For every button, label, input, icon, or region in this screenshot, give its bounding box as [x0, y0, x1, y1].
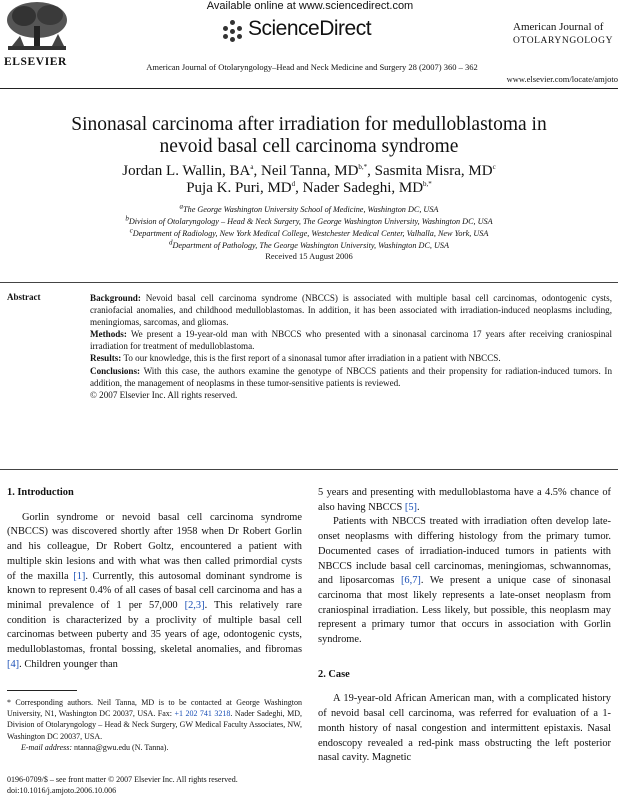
- footnote-rule: [7, 690, 77, 691]
- journal-header: [513, 20, 618, 48]
- intro-text: . Children younger than: [19, 658, 118, 670]
- abstract-copyright: © 2007 Elsevier Inc. All rights reserved.: [90, 389, 238, 400]
- affiliation-sup: a: [179, 202, 184, 211]
- affiliation-text: Division of Otolaryngology – Head & Neck Surgery, The George Washington University, Washington DC, USA: [128, 217, 493, 226]
- author-name: Neil Tanna, MD: [261, 163, 359, 179]
- methods-text: We present a 19-year-old man with NBCCS who presented with a sinonasal carcinoma 17 years after receiving craniospinal irradiation for treatment of medulloblastoma.: [90, 329, 612, 352]
- introduction-heading: 1. Introduction: [7, 487, 74, 498]
- col2-text: .: [417, 501, 420, 513]
- author-name: Jordan L. Wallin, BA: [122, 163, 251, 179]
- affiliation-text: The George Washington University School of Medicine, Washington DC, USA: [183, 205, 439, 214]
- title-line-2: nevoid basal cell carcinoma syndrome: [159, 136, 459, 157]
- footnote-text: . Nader Sadeghi, MD, Division of Otolaryngology – Head & Neck Surgery, GW Medical Faculty Associates, NW, Washington DC 20037, USA.: [7, 709, 303, 741]
- abstract-methods: [90, 328, 612, 352]
- affiliation-item: [20, 228, 598, 240]
- author-list: [20, 163, 598, 197]
- sciencedirect-logo: [222, 17, 422, 45]
- sciencedirect-dots-icon: [222, 20, 244, 42]
- publisher-name: ELSEVIER: [4, 56, 67, 68]
- fax-link[interactable]: +1 202 741 3218: [174, 709, 231, 719]
- affiliation-text: Department of Radiology, New York Medical College, Westchester Medical Center, Valhalla, New York, USA: [132, 229, 489, 238]
- case-paragraph: A 19-year-old African American man, with a complicated history of nevoid basal cell carcinoma, was referred for evaluation of a 1-month history of nasal congestion and intermittent epistaxis. Nasal endoscopy revealed a red-pink mass obstructing the left posterior nasal cavity. Magnetic: [318, 693, 611, 764]
- affiliation-text: Department of Pathology, The George Washington University, Washington DC, USA: [172, 241, 450, 250]
- conclusions-text: With this case, the authors examine the genotype of NBCCS patients and their propensity for radiation-induced tumors. In addition, the management of neoplasms in these tumor-sensitive patients is reviewed.: [90, 365, 612, 388]
- background-text: Nevoid basal cell carcinoma syndrome (NBCCS) is associated with multiple basal cell carcinomas, odontogenic cysts, craniofacial anomalies, and childhood medulloblastomas. In addition, it has been associated with irradiation-induced neoplasms including, meningiomas, sarcomas, and gliomas.: [90, 293, 612, 328]
- abstract-conclusions: [90, 365, 612, 389]
- author-sup: d: [291, 180, 296, 188]
- footnote: [7, 697, 302, 753]
- author-sup: a: [250, 163, 254, 171]
- abstract-background: [90, 292, 612, 328]
- author-sup: c: [492, 163, 496, 171]
- header-divider: [0, 88, 618, 89]
- col2-paragraph: [318, 515, 611, 647]
- bottom-info: [7, 774, 302, 796]
- journal-name-line1: American Journal of: [513, 21, 604, 33]
- conclusions-label: Conclusions:: [90, 365, 141, 376]
- journal-name-line2: OTOLARYNGOLOGY: [513, 36, 614, 46]
- right-column: [318, 486, 611, 766]
- intro-text: . Currently, this autosomal dominant syndrome is known to represent 0.4% of all cases of basal cell carcinoma and has a minimal prevalence of 1 per 57,000: [7, 570, 303, 611]
- affiliations: [20, 204, 598, 252]
- abstract-label: Abstract: [7, 292, 41, 302]
- col2-text: Patients with NBCCS treated with irradiation often develop late-onset neoplasms with differing histology from the primary tumor. Documented cases of irradiation-induced tumors in patients with NBCCS include basal cell carcinomas, meningiomas, schwannomas, and liposarcomas: [318, 516, 611, 587]
- reference-link[interactable]: [5]: [404, 501, 418, 513]
- author-sup: b,*: [358, 163, 368, 171]
- left-column: [7, 486, 302, 672]
- reference-link[interactable]: [1]: [73, 570, 86, 582]
- intro-text: Gorlin syndrome or nevoid basal cell carcinoma syndrome (NBCCS) was discovered shortly after 1958 when Dr Robert Gorlin and his colleague, Dr Robert Goltz, encountered a patient with multiple skin lesions and with what was then called primordial cysts of the maxilla: [7, 511, 302, 582]
- sciencedirect-brand: ScienceDirect: [248, 17, 372, 40]
- article-title: [20, 114, 598, 158]
- results-text: To our knowledge, this is the first report of a sinonasal tumor after irradiation in a patient with NBCCS.: [123, 353, 501, 364]
- col2-text: . We present a unique case of sinonasal carcinoma that most likely represents a late-onset neoplasm from craniospinal irradiation. Less likely, but possible, this neoplasm may represent a primary tumor that occurs in association with Gorlin syndrome.: [318, 575, 611, 646]
- citation-line: American Journal of Otolaryngology–Head and Neck Medicine and Surgery 28 (2007) 360 – 362: [146, 62, 478, 72]
- elsevier-tree-logo: [2, 0, 72, 54]
- footnote-text: * Corresponding authors. Neil Tanna, MD is to be contacted at George Washington University, N1, Washington DC 20037, USA. Fax:: [7, 698, 302, 719]
- intro-paragraph: [7, 511, 302, 673]
- author-name: Sasmita Misra, MD: [374, 163, 493, 179]
- author-sup: b,*: [423, 180, 432, 188]
- affiliation-item: [20, 216, 598, 228]
- email-label: E-mail address:: [21, 742, 73, 752]
- journal-url[interactable]: www.elsevier.com/locate/amjoto: [506, 74, 618, 84]
- reference-link[interactable]: [2,3]: [184, 599, 205, 611]
- author-name: Nader Sadeghi, MD: [302, 180, 424, 196]
- reference-link[interactable]: [4]: [7, 658, 20, 670]
- results-label: Results:: [90, 353, 122, 364]
- footnote-corresponding: [7, 697, 302, 742]
- abstract-top-rule: [0, 282, 618, 283]
- author-name: Puja K. Puri, MD: [186, 180, 292, 196]
- authors-line-1: [20, 163, 598, 180]
- col2-text: 5 years and presenting with medulloblastoma have a 4.5% chance of also having NBCCS: [318, 487, 611, 513]
- abstract-results: [90, 352, 612, 364]
- case-heading: 2. Case: [318, 668, 350, 680]
- intro-text: . This relatively rare condition is characterized by a proclivity of multiple basal cell carcinomas between puberty and 35 years of age, odontogenic cysts, medulloblastomas, frontal bossing, skeletal anomalies, and fibromas: [7, 599, 303, 656]
- issn-line: 0196-0709/$ – see front matter © 2007 Elsevier Inc. All rights reserved.: [7, 775, 238, 784]
- affiliation-sup: c: [129, 226, 133, 235]
- author-sep: ,: [295, 180, 303, 196]
- affiliation-sup: b: [125, 214, 129, 223]
- title-line-1: Sinonasal carcinoma after irradiation for medulloblastoma in: [71, 114, 547, 135]
- author-sep: ,: [367, 163, 375, 179]
- author-sep: ,: [253, 163, 261, 179]
- reference-link[interactable]: [6,7]: [400, 575, 421, 587]
- abstract-body: [90, 292, 612, 401]
- email-address[interactable]: ntanna@gwu.edu (N. Tanna).: [74, 742, 169, 752]
- received-date: Received 15 August 2006: [265, 251, 353, 261]
- affiliation-item: [20, 204, 598, 216]
- affiliation-sup: d: [168, 238, 173, 247]
- col2-continuation: [318, 486, 611, 515]
- background-label: Background:: [90, 293, 141, 303]
- doi-line[interactable]: doi:10.1016/j.amjoto.2006.10.006: [7, 786, 117, 795]
- abstract-bottom-rule: [0, 469, 618, 470]
- methods-label: Methods:: [90, 329, 127, 340]
- authors-line-2: [20, 180, 598, 197]
- footnote-email: [7, 742, 302, 753]
- available-online-text: Available online at www.sciencedirect.com: [206, 0, 414, 12]
